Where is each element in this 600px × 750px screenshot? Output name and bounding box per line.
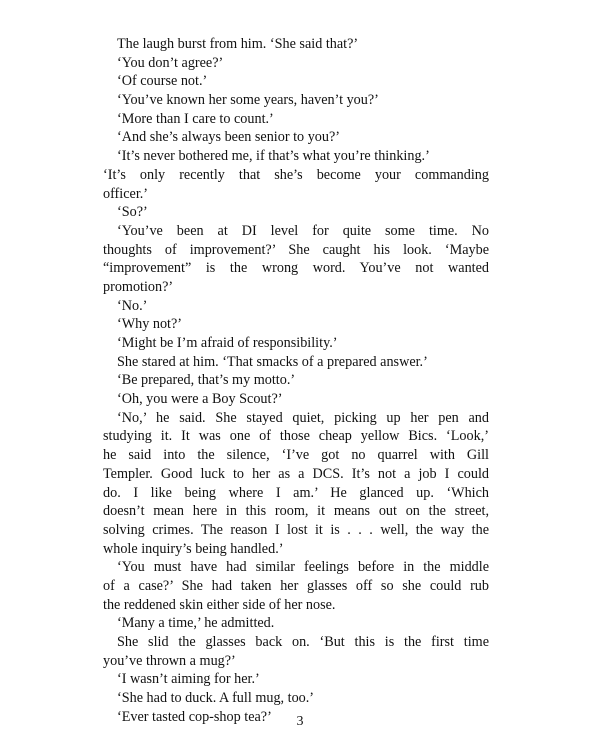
text-line: whole inquiry’s being handled.’ <box>103 540 284 557</box>
text-line: promotion?’ <box>103 278 174 295</box>
text-line: you’ve thrown a mug?’ <box>103 652 236 669</box>
text-line: officer.’ <box>103 185 149 202</box>
text-line: do. I like being where I am.’ He glanced up. ‘Which <box>103 484 489 501</box>
text-line: The laugh burst from him. ‘She said that?’ <box>117 36 359 52</box>
text-line: ‘And she’s always been senior to you?’ <box>117 129 341 146</box>
text-line: ‘Be prepared, that’s my motto.’ <box>117 372 296 389</box>
text-line: ‘You’ve been at DI level for quite some time. No <box>117 222 489 239</box>
text-line: ‘It’s never bothered me, if that’s what you’re thinking.’ <box>117 148 430 165</box>
text-line: ‘No.’ <box>117 297 148 314</box>
text-line: ‘It’s only recently that she’s become your commanding <box>103 166 489 183</box>
body-text <box>103 35 489 726</box>
text-line: ‘Oh, you were a Boy Scout?’ <box>117 391 283 408</box>
text-line: ‘Why not?’ <box>117 316 183 333</box>
text-line: solving crimes. The reason I lost it is . . . well, the way the <box>103 521 489 538</box>
text-line: ‘So?’ <box>117 204 148 221</box>
page-number: 3 <box>296 714 304 729</box>
text-line: She stared at him. ‘That smacks of a prepared answer.’ <box>117 353 428 370</box>
text-line: ‘I wasn’t aiming for her.’ <box>117 671 260 688</box>
text-line: thoughts of improvement?’ She caught his look. ‘Maybe <box>103 241 489 258</box>
text-line: ‘She had to duck. A full mug, too.’ <box>117 690 315 707</box>
text-line: Templer. Good luck to her as a DCS. It’s not a job I could <box>103 465 489 482</box>
text-line: ‘No,’ he said. She stayed quiet, picking up her pen and <box>117 409 489 426</box>
text-line: ‘You’ve known her some years, haven’t you?’ <box>117 92 379 109</box>
text-line: ‘Of course not.’ <box>117 73 208 90</box>
text-line: “improvement” is the wrong word. You’ve not wanted <box>103 260 489 277</box>
text-line: She slid the glasses back on. ‘But this is the first time <box>117 634 489 650</box>
text-line: ‘You don’t agree?’ <box>117 54 224 71</box>
text-line: ‘Might be I’m afraid of responsibility.’ <box>117 335 338 351</box>
text-line: he said into the silence, ‘I’ve got no quarrel with Gill <box>103 447 489 464</box>
text-line: the reddened skin either side of her nose. <box>103 596 336 613</box>
text-line: ‘More than I care to count.’ <box>117 110 274 127</box>
text-line: of a case?’ She had taken her glasses off so she could rub <box>103 577 489 594</box>
text-line: doesn’t mean here in this room, it means out on the street, <box>103 503 489 520</box>
text-line: ‘Ever tasted cop-shop tea?’ <box>117 708 272 725</box>
text-line: studying it. It was one of those cheap yellow Bics. ‘Look,’ <box>103 428 489 445</box>
text-line: ‘Many a time,’ he admitted. <box>117 615 275 632</box>
text-line: ‘You must have had similar feelings before in the middle <box>117 559 489 576</box>
